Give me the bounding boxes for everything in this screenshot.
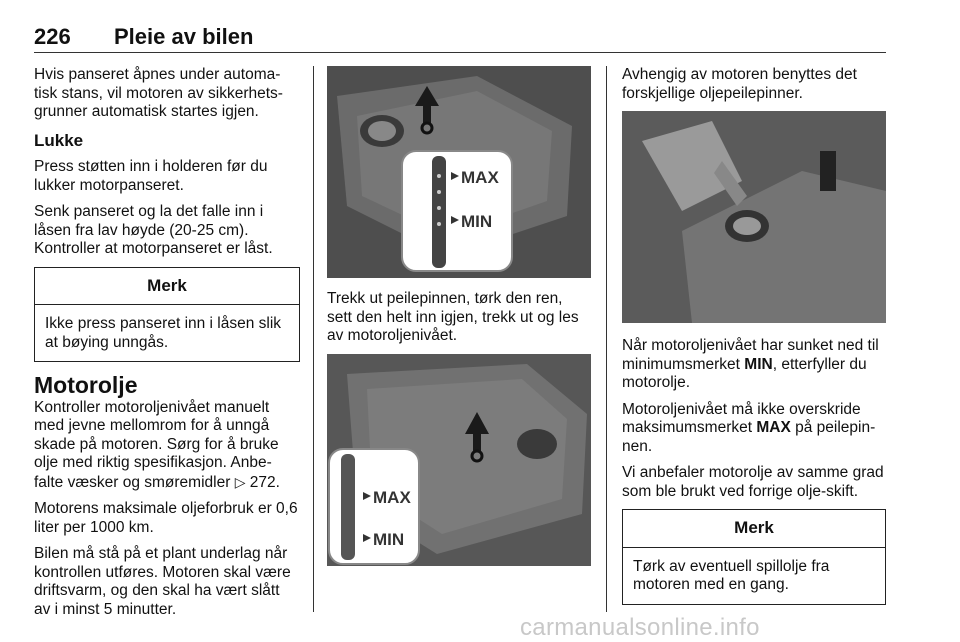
note-text: Tørk av eventuell spillolje fra motoren med en gang. — [633, 557, 830, 593]
min-marker-label: MIN — [373, 529, 405, 549]
note-text: Ikke press panseret inn i låsen slik at bøying unngås. — [45, 315, 282, 351]
page-reference-link[interactable]: 272 — [249, 473, 276, 491]
paragraph: Motorens maksimale oljeforbruk er 0,6 liter per 1000 km. — [34, 500, 298, 536]
note-title: Merk — [623, 510, 885, 548]
paragraph-text: på peilepin-nen. — [622, 419, 876, 455]
column-middle — [327, 66, 591, 578]
paragraph — [34, 399, 300, 493]
oil-filling-illustration — [622, 111, 886, 323]
page-reference-icon: ▷ — [234, 473, 246, 490]
paragraph — [622, 401, 886, 457]
max-marker-label: MAX — [373, 487, 411, 507]
column-divider — [606, 66, 607, 612]
min-keyword: MIN — [744, 355, 773, 373]
column-left — [34, 66, 300, 627]
page-title: Pleie av bilen — [114, 24, 254, 49]
paragraph-text: Motoroljenivået må ikke overskride maksimumsmerket — [622, 400, 861, 436]
paragraph: Bilen må stå på et plant underlag når kontrollen utføres. Motoren skal være driftsvarm, og den skal ha vært slått av i minst 5 minutter. — [34, 545, 291, 618]
note-title: Merk — [35, 268, 299, 306]
page-number: 226 — [34, 24, 71, 49]
figure-caption: Trekk ut peilepinnen, tørk den ren, sett den helt inn igjen, trekk ut og les av motoroljenivået. — [327, 290, 579, 344]
paragraph-text: . — [275, 473, 280, 491]
min-marker-label: MIN — [461, 212, 493, 231]
paragraph — [622, 337, 886, 393]
column-right — [622, 66, 886, 617]
paragraph-text: Når motoroljenivået har sunket ned til minimumsmerket — [622, 337, 879, 373]
max-keyword: MAX — [756, 419, 791, 436]
engine-dipstick-photo — [327, 66, 591, 278]
engine-dipstick-photo — [327, 354, 591, 566]
paragraph-text: Kontroller motoroljenivået manuelt med jevne mellomrom for å unngå skade på motoren. Sørg for å bruke olje med riktig spesifikasjon. Anbe-falte væsker og smøremidler — [34, 398, 279, 491]
section-heading-lukke: Lukke — [34, 130, 84, 150]
paragraph: Senk panseret og la det falle inn i låsen fra lav høyde (20-25 cm). Kontroller at motorpanseret er låst. — [34, 203, 273, 257]
note-box — [34, 267, 300, 363]
engine-dipstick-illustration — [327, 66, 591, 278]
note-box — [622, 509, 886, 605]
paragraph-text: , etterfyller du motorolje. — [622, 355, 867, 391]
paragraph: Vi anbefaler motorolje av samme grad som ble brukt ved forrige olje-skift. — [622, 464, 884, 500]
paragraph: Avhengig av motoren benyttes det forskjellige oljepeilepinner. — [622, 66, 857, 102]
watermark: carmanualsonline.info — [520, 614, 760, 641]
engine-dipstick-illustration — [327, 354, 591, 566]
intro-paragraph: Hvis panseret åpnes under automa-tisk stans, vil motoren av sikkerhets-grunner automatisk startes igjen. — [34, 66, 283, 120]
column-divider — [313, 66, 314, 612]
max-marker-label: MAX — [461, 168, 499, 187]
page-header — [34, 24, 886, 53]
oil-filling-photo — [622, 111, 886, 323]
section-heading-motorolje: Motorolje — [34, 372, 138, 398]
paragraph: Press støtten inn i holderen før du lukker motorpanseret. — [34, 158, 268, 194]
